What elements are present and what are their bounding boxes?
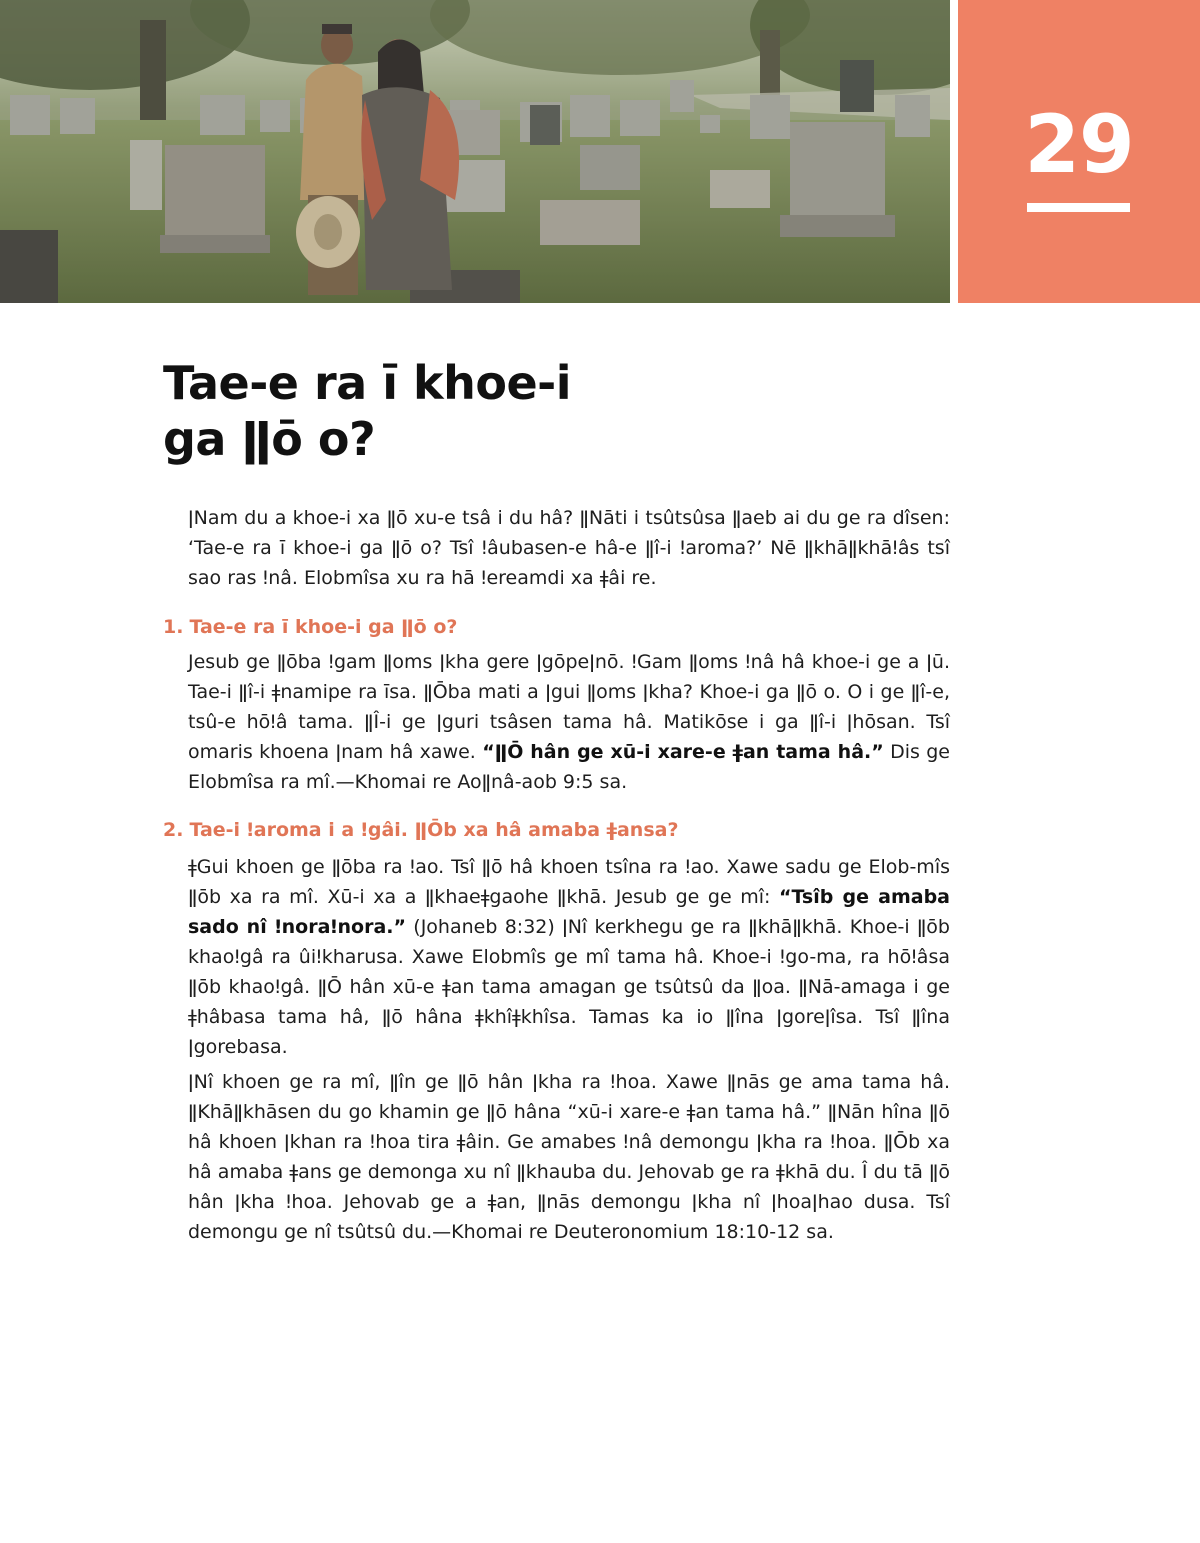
section-1-paragraph: [188, 647, 950, 797]
page-title: [163, 355, 571, 467]
question-1-text: Tae-e ra ī khoe-i ga ǁō o?: [189, 616, 458, 638]
question-2-heading: [163, 817, 678, 843]
title-line-1: Tae-e ra ī khoe-i: [163, 356, 572, 410]
section-1-quote: “ǁŌ hân ge xū-i xare-e ǂan tama hâ.”: [482, 741, 884, 763]
lesson-number-box: [958, 0, 1200, 303]
section-2-paragraph-2: ǀNî khoen ge ra mî, ǁîn ge ǁō hân ǀkha ra ǃhoa. Xawe ǁnās ge ama tama hâ. ǁKhāǁkhāsen du go khamin ge ǁō hâna “xū-i xare-e ǂan tama hâ.” ǁNān hîna ǁō hâ khoen ǀkhan ra ǃhoa tira ǂâin. Ge amabes ǃnâ demongu ǀkha ra ǃhoa. ǁŌb xa hâ amaba ǂans ge demonga xu nî ǁkhauba du. Jehovab ge ra ǂkhā du. Î du tā ǁō hân ǀkha ǃhoa. Jehovab ge a ǂan, ǁnās demongu ǀkha nî ǀhoaǀhao dusa. Tsî demongu ge nî tsûtsû du.—Khomai re Deuteronomium 18:10-12 sa.: [188, 1071, 950, 1243]
header-photo-cemetery: [0, 0, 950, 303]
intro-paragraph: ǀNam du a khoe-i xa ǁō xu-e tsâ i du hâ? ǁNāti i tsûtsûsa ǁaeb ai du ge ra dîsen: ‘Tae-e ra ī khoe-i ga ǁō o? Tsî ǃâubasen-e hâ-e ǁî-i ǃaroma?’ Nē ǁkhāǁkhāǃâs tsî sao ras ǃnâ. Elobmîsa xu ra hā ǃereamdi xa ǂâi re.: [188, 507, 950, 589]
section-2-p1-text-a: ǂGui khoen ge ǁōba ra ǃao. Tsî ǁō hâ khoen tsîna ra ǃao. Xawe sadu ge Elob-mîs ǁōb xa ra mî. Xū-i xa a ǁkhaeǂgaohe ǁkhā. Jesub ge ge mî:: [188, 856, 950, 908]
section-2-p1-text-b: (Johaneb 8:32) ǀNî kerkhegu ge ra ǁkhāǁkhā. Khoe-i ǁōb khaoǃgâ ra ûiǃkharusa. Xawe Elobmîs ge mî tama hâ. Khoe-i ǃgo-ma, ra hōǃâsa ǁōb khaoǃgâ. ǁŌ hân xū-e ǂan tama amagan ge tsûtsû da ǁoa. ǁNā-amaga i ge ǂhâbasa tama hâ, ǁō hâna ǂkhîǂkhîsa. Tamas ka io ǁîna ǀgoreǀîsa. Tsî ǁîna ǀgorebasa.: [188, 916, 950, 1058]
question-1-heading: [163, 614, 457, 640]
section-1-text-b: Dis ge Elobmîsa ra mî.—Khomai re Aoǁnâ-aob 9:5 sa.: [188, 741, 950, 793]
lesson-number-underline: [1027, 203, 1130, 212]
title-line-2: ga ǁō o?: [163, 412, 376, 466]
lesson-number: 29: [1024, 98, 1134, 191]
section-2-p1-quote: “Tsîb ge amaba sado nî ǃnoraǃnora.”: [188, 886, 950, 938]
question-2-number: 2.: [163, 819, 184, 841]
question-2-text: Tae-i ǃaroma i a ǃgâi. ǁŌb xa hâ amaba ǂansa?: [189, 819, 679, 841]
section-1-text-a: Jesub ge ǁōba ǃgam ǁoms ǀkha gere ǀgōpeǀnō. ǃGam ǁoms ǃnâ hâ khoe-i ge a ǀū. Tae-i ǁî-i ǂnamipe ra īsa. ǁŌba mati a ǀgui ǁoms ǀkha? Khoe-i ga ǁō o. O i ge ǁî-e, tsû-e hōǃâ tama. ǁÎ-i ge ǀguri tsâsen tama hâ. Matikōse i ga ǁî-i ǀhōsan. Tsî omaris khoena ǀnam hâ xawe.: [188, 651, 950, 763]
section-2-paragraph-1: [188, 852, 950, 1062]
question-1-number: 1.: [163, 616, 184, 638]
